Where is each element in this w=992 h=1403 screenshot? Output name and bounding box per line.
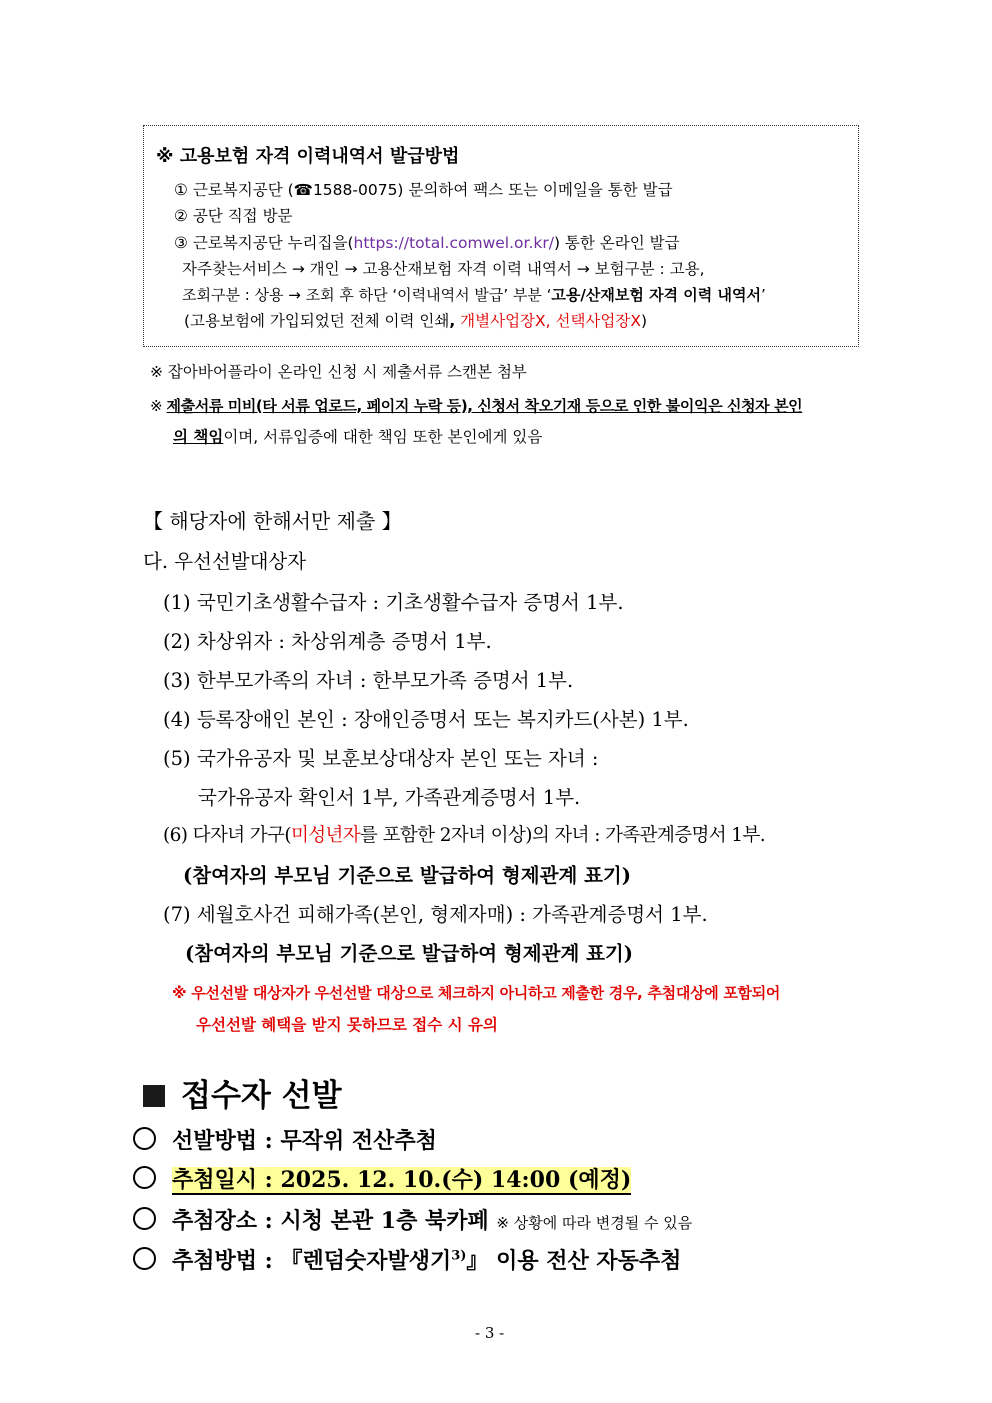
item-6-note: (참여자의 부모님 기준으로 발급하여 형제관계 표기) xyxy=(183,864,631,887)
box-line-6 xyxy=(184,309,647,331)
note-scan-attachment: ※ 잡아바어플라이 온라인 신청 시 제출서류 스캔본 첨부 xyxy=(150,363,527,381)
circle-bullet-icon xyxy=(133,1166,156,1189)
box-line-3-suffix: ) 통한 온라인 발급 xyxy=(553,234,680,252)
section-heading: 【 해당자에 한해서만 제출 】 xyxy=(143,509,402,533)
draw-method-suffix: 』 이용 전산 자동추첨 xyxy=(466,1248,682,1274)
comwel-url-link[interactable]: https://total.comwel.or.kr/ xyxy=(353,234,554,252)
priority-warning-line-2: 우선선발 혜택을 받지 못하므로 접수 시 유의 xyxy=(196,1016,498,1034)
draw-place xyxy=(133,1204,692,1235)
list-item: (4) 등록장애인 본인 : 장애인증명서 또는 복지카드(사본) 1부. xyxy=(163,708,689,731)
list-item: (5) 국가유공자 및 보훈보상대상자 본인 또는 자녀 : xyxy=(163,747,599,770)
draw-date xyxy=(133,1163,631,1194)
box-line-5-suffix: ’ xyxy=(760,286,766,304)
priority-subheading: 다. 우선선발대상자 xyxy=(143,550,307,573)
selection-method-text: 선발방법 : 무작위 전산추첨 xyxy=(172,1128,437,1154)
box-line-5-emphasis: 고용/산재보험 자격 이력 내역서 xyxy=(551,286,761,304)
box-line-6-red: 개별사업장X, 선택사업장X xyxy=(455,312,641,330)
box-line-6-suffix: ) xyxy=(640,312,648,330)
black-square-icon xyxy=(143,1085,165,1107)
page-number: - 3 - xyxy=(475,1324,505,1342)
box-line-2: ② 공단 직접 방문 xyxy=(174,207,293,225)
item-7-note: (참여자의 부모님 기준으로 발급하여 형제관계 표기) xyxy=(185,942,633,965)
box-line-4: 자주찾는서비스 → 개인 → 고용산재보험 자격 이력 내역서 → 보험구분 : 고용, xyxy=(182,260,705,278)
box-line-3-prefix: ③ 근로복지공단 누리집을( xyxy=(174,234,354,252)
note-responsibility-emphasis-2: 의 책임 xyxy=(173,428,224,446)
priority-warning-line-1: ※ 우선선발 대상자가 우선선발 대상으로 체크하지 아니하고 제출한 경우, 추첨대상에 포함되어 xyxy=(172,984,781,1002)
note-responsibility-rest: 이며, 서류입증에 대한 책임 또한 본인에게 있음 xyxy=(223,428,543,446)
list-item-6 xyxy=(163,821,765,847)
list-item-continuation: 국가유공자 확인서 1부, 가족관계증명서 1부. xyxy=(198,786,581,809)
circle-bullet-icon xyxy=(133,1207,156,1230)
selection-heading xyxy=(143,1070,342,1115)
box-line-5 xyxy=(182,284,766,305)
list-item: (2) 차상위자 : 차상위계층 증명서 1부. xyxy=(163,630,492,653)
draw-place-note: ※ 상황에 따라 변경될 수 있음 xyxy=(496,1214,693,1232)
note-responsibility-line-2 xyxy=(173,425,542,447)
item-6-prefix: (6) 다자녀 가구( xyxy=(163,825,291,846)
box-line-3 xyxy=(174,231,680,253)
note-responsibility-emphasis: 제출서류 미비(타 서류 업로드, 페이지 누락 등), 신청서 착오기재 등으로 인한 불이익은 신청자 본인 xyxy=(166,397,803,415)
box-title: ※ 고용보험 자격 이력내역서 발급방법 xyxy=(156,146,460,167)
draw-place-text: 추첨장소 : 시청 본관 1층 북카페 xyxy=(172,1208,489,1234)
selection-method xyxy=(133,1124,437,1155)
draw-method-prefix: 추첨방법 : 『렌덤숫자발생기 xyxy=(172,1248,452,1274)
item-6-suffix: 를 포함한 2자녀 이상)의 자녀 : 가족관계증명서 1부. xyxy=(360,825,766,846)
box-line-1: ① 근로복지공단 (☎1588-0075) 문의하여 팩스 또는 이메일을 통한 발급 xyxy=(174,181,673,199)
footnote-marker: 3) xyxy=(451,1248,467,1264)
draw-date-text: 추첨일시 : 2025. 12. 10.(수) 14:00 (예정) xyxy=(172,1167,632,1193)
list-item: (1) 국민기초생활수급자 : 기초생활수급자 증명서 1부. xyxy=(163,591,624,614)
list-item: (3) 한부모가족의 자녀 : 한부모가족 증명서 1부. xyxy=(163,669,574,692)
item-6-minor: 미성년자 xyxy=(290,825,361,846)
box-line-6-comma: , xyxy=(449,312,456,330)
issuance-method-box xyxy=(143,125,859,347)
box-line-5-prefix: 조회구분 : 상용 → 조회 후 하단 ‘이력내역서 발급’ 부분 ‘ xyxy=(182,286,552,304)
circle-bullet-icon xyxy=(133,1127,156,1150)
circle-bullet-icon xyxy=(133,1247,156,1270)
note-mark: ※ xyxy=(150,397,167,415)
list-item-7: (7) 세월호사건 피해가족(본인, 형제자매) : 가족관계증명서 1부. xyxy=(163,903,708,926)
note-responsibility-line-1 xyxy=(150,395,802,416)
box-line-6-prefix: (고용보험에 가입되었던 전체 이력 인쇄 xyxy=(184,312,450,330)
draw-method xyxy=(133,1244,681,1275)
selection-heading-text: 접수자 선발 xyxy=(181,1078,342,1114)
